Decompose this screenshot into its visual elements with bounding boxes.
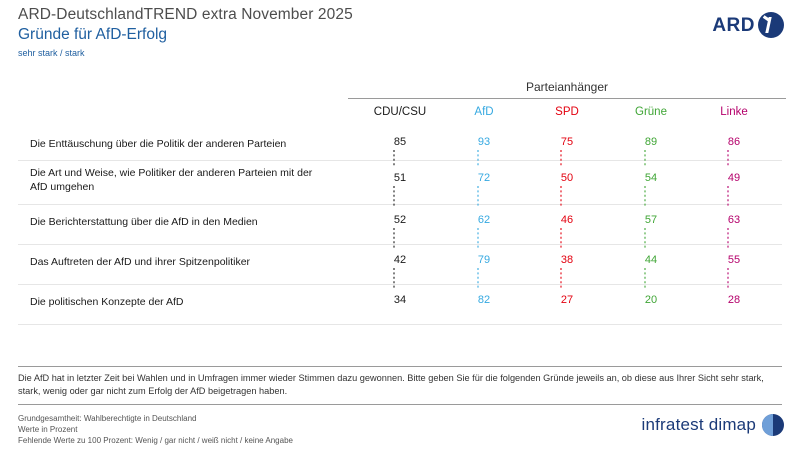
group-header: Parteianhänger [525, 80, 609, 94]
header [0, 0, 800, 62]
chart-area [0, 62, 800, 352]
row-label: Die Enttäuschung über die Politik der anderen Parteien [30, 138, 287, 150]
page-title: ARD-DeutschlandTREND extra November 2025 [18, 6, 353, 23]
footer [0, 410, 800, 450]
infratest-dimap-logo [642, 414, 785, 436]
value-cell: 38 [560, 254, 574, 266]
value-cell: 34 [393, 294, 407, 306]
page-subtitle: Gründe für AfD-Erfolg [18, 26, 168, 43]
infratest-dimap-text: infratest dimap [641, 415, 756, 434]
row-separator [18, 244, 782, 245]
ard-circle-icon [758, 12, 784, 38]
value-cell: 49 [727, 172, 741, 184]
row-label: Die Art und Weise, wie Politiker der anderen Parteien mit der AfD umgehen [30, 167, 313, 194]
infratest-dimap-mark-icon [762, 414, 784, 436]
value-cell: 86 [727, 136, 741, 148]
value-cell: 20 [644, 294, 658, 306]
page-note: sehr stark / stark [18, 48, 85, 58]
row-separator [18, 204, 782, 205]
column-header-gr-ne: Grüne [635, 106, 667, 118]
value-cell: 85 [393, 136, 407, 148]
value-cell: 55 [727, 254, 741, 266]
value-cell: 42 [393, 254, 407, 266]
question-rule-bottom [18, 404, 782, 405]
value-cell: 82 [477, 294, 491, 306]
value-cell: 50 [560, 172, 574, 184]
column-header-spd: SPD [555, 106, 579, 118]
value-cell: 51 [393, 172, 407, 184]
value-cell: 52 [393, 214, 407, 226]
row-label: Die Berichterstattung über die AfD in den Medien [30, 216, 258, 228]
value-cell: 63 [727, 214, 741, 226]
value-cell: 93 [477, 136, 491, 148]
value-cell: 54 [644, 172, 658, 184]
value-cell: 57 [644, 214, 658, 226]
row-label: Die politischen Konzepte der AfD [30, 296, 184, 308]
question-text: Die AfD hat in letzter Zeit bei Wahlen und in Umfragen immer wieder Stimmen dazu gewonnen. Bitte geben Sie für die folgenden Gründe jeweils an, ob diese aus Ihrer Sicht sehr stark, stark, wenig oder gar nicht zum Erfolg der AfD beigetragen haben. [18, 373, 764, 397]
footer-line-2: Werte in Prozent [18, 425, 78, 434]
row-separator [18, 324, 782, 325]
question-rule-top [18, 366, 782, 367]
ard-logo-text: ARD [712, 14, 755, 36]
row-separator [18, 284, 782, 285]
row-separator [18, 160, 782, 161]
column-header-cdu-csu: CDU/CSU [373, 106, 427, 118]
value-cell: 72 [477, 172, 491, 184]
value-cell: 27 [560, 294, 574, 306]
column-header-afd: AfD [474, 106, 494, 118]
footer-line-1: Grundgesamtheit: Wahlberechtigte in Deutschland [18, 414, 197, 423]
value-cell: 62 [477, 214, 491, 226]
value-cell: 46 [560, 214, 574, 226]
value-cell: 44 [644, 254, 658, 266]
ard-logo [688, 8, 784, 42]
row-label: Das Auftreten der AfD und ihrer Spitzenpolitiker [30, 256, 251, 268]
value-cell: 75 [560, 136, 574, 148]
group-header-rule [348, 98, 786, 99]
value-cell: 28 [727, 294, 741, 306]
value-cell: 79 [477, 254, 491, 266]
column-header-linke: Linke [720, 106, 748, 118]
footer-line-3: Fehlende Werte zu 100 Prozent: Wenig / gar nicht / weiß nicht / keine Angabe [18, 436, 293, 445]
value-cell: 89 [644, 136, 658, 148]
